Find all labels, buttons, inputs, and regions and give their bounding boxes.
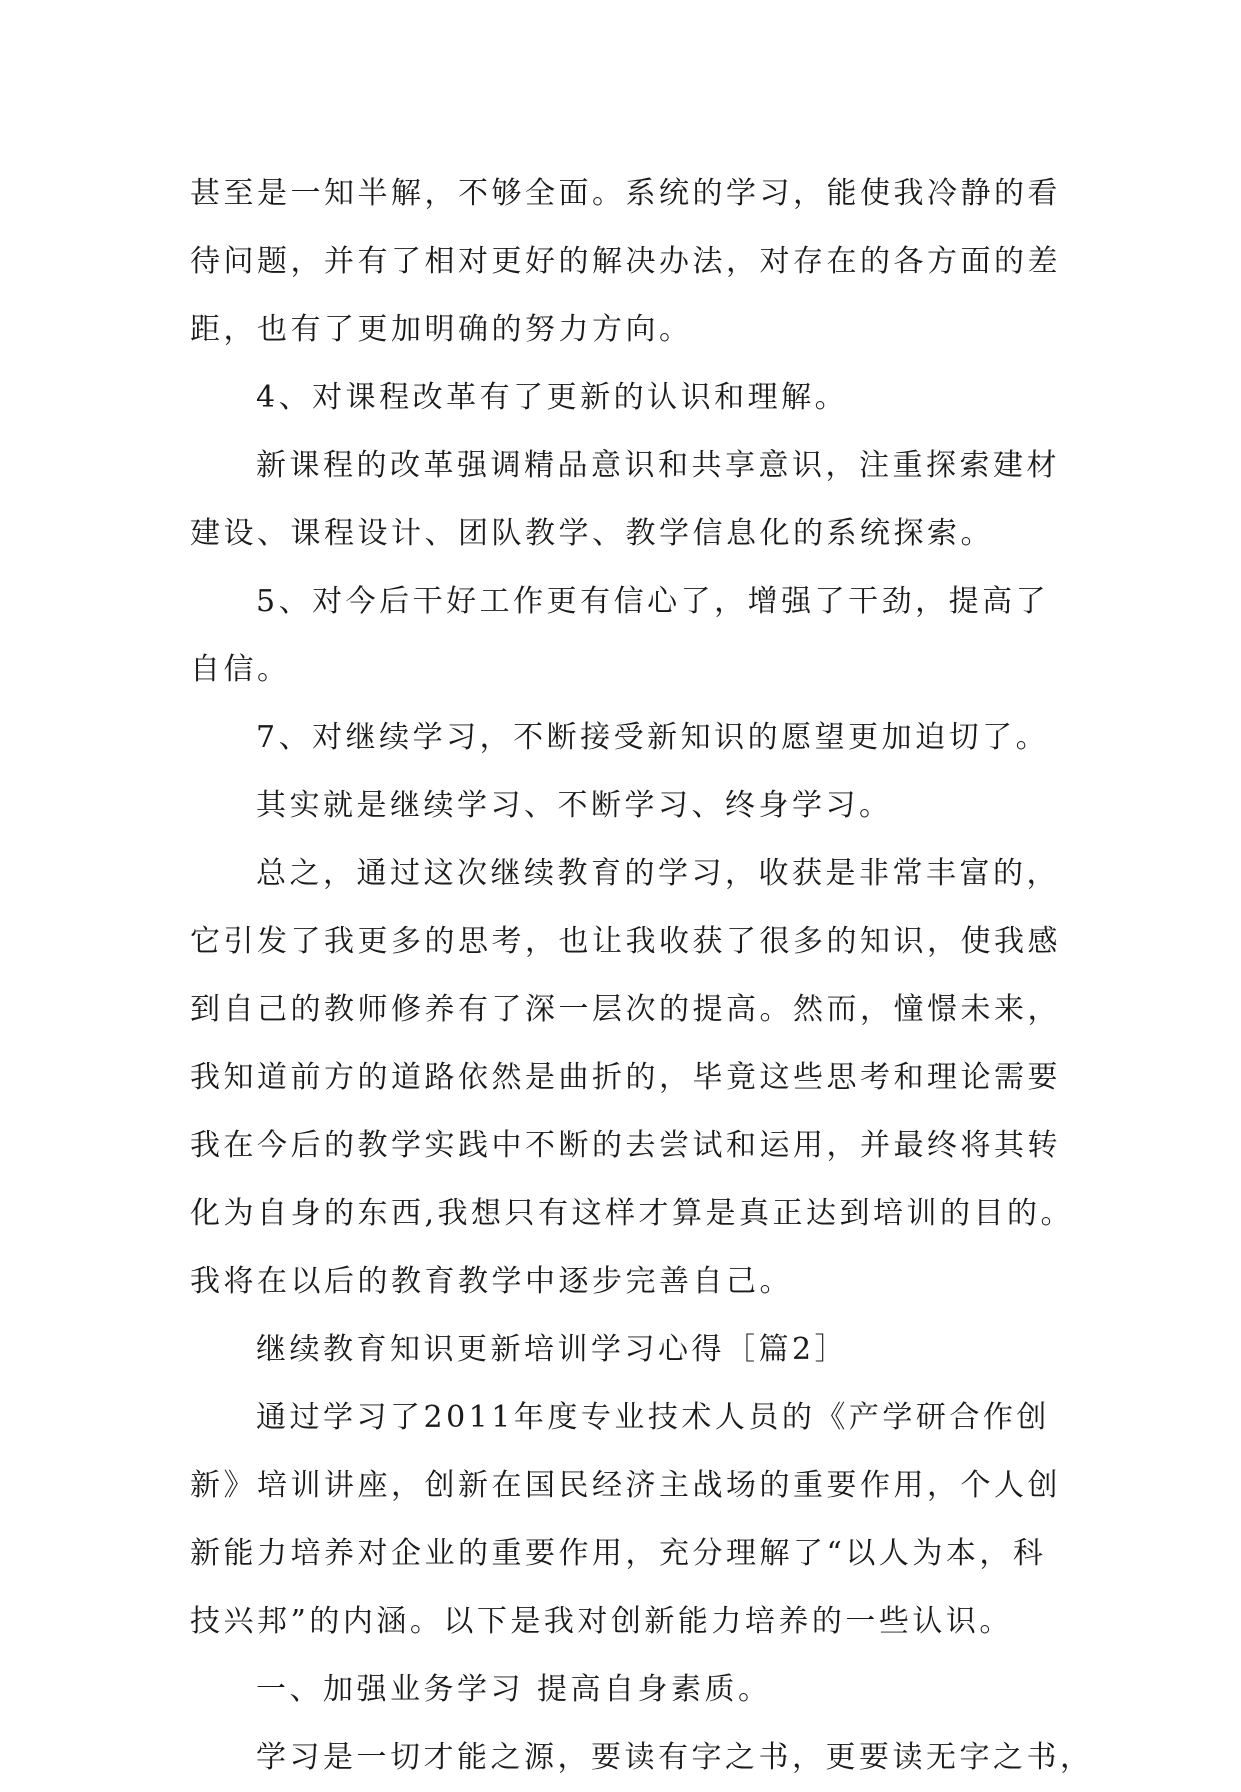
text-line: 到自己的教师修养有了深一层次的提高。然而，憧憬未来， (190, 992, 1061, 1027)
text-line: 学习是一切才能之源，要读有字之书，更要读无字之书， (256, 1740, 1094, 1775)
text-line: 化为自身的东西,我想只有这样才算是真正达到培训的目的。 (190, 1196, 1075, 1231)
text-line: 建设、课程设计、团队教学、教学信息化的系统探索。 (190, 516, 994, 551)
text-line: 待问题，并有了相对更好的解决办法，对存在的各方面的差 (190, 244, 1061, 279)
text-line: 新课程的改革强调精品意识和共享意识，注重探索建材 (256, 448, 1060, 483)
text-line: 4、对课程改革有了更新的认识和理解。 (256, 380, 849, 415)
text-line: 继续教育知识更新培训学习心得［篇2］ (256, 1332, 849, 1367)
text-line: 总之，通过这次继续教育的学习，收获是非常丰富的， (256, 856, 1060, 891)
text-line: 我在今后的教学实践中不断的去尝试和运用，并最终将其转 (190, 1128, 1061, 1163)
text-line: 7、对继续学习，不断接受新知识的愿望更加迫切了。 (256, 720, 1050, 755)
text-line: 一、加强业务学习 提高自身素质。 (256, 1672, 772, 1707)
document-body (190, 160, 1094, 1792)
text-line: 其实就是继续学习、不断学习、终身学习。 (256, 788, 893, 823)
text-line: 我知道前方的道路依然是曲折的，毕竟这些思考和理论需要 (190, 1060, 1061, 1095)
text-line: 技兴邦”的内涵。以下是我对创新能力培养的一些认识。 (190, 1604, 1013, 1639)
text-line: 通过学习了2011年度专业技术人员的《产学研合作创 (256, 1400, 1050, 1435)
text-line: 新能力培养对企业的重要作用，充分理解了“以人为本，科 (190, 1536, 1047, 1571)
text-line: 它引发了我更多的思考，也让我收获了很多的知识，使我感 (190, 924, 1061, 959)
text-line: 5、对今后干好工作更有信心了，增强了干劲，提高了 (256, 584, 1050, 619)
text-line: 甚至是一知半解，不够全面。系统的学习，能使我冷静的看 (190, 176, 1061, 211)
text-line: 自信。 (190, 652, 291, 687)
text-line: 我将在以后的教育教学中逐步完善自己。 (190, 1264, 793, 1299)
text-line: 距，也有了更加明确的努力方向。 (190, 312, 693, 347)
text-line: 新》培训讲座，创新在国民经济主战场的重要作用，个人创 (190, 1468, 1061, 1503)
